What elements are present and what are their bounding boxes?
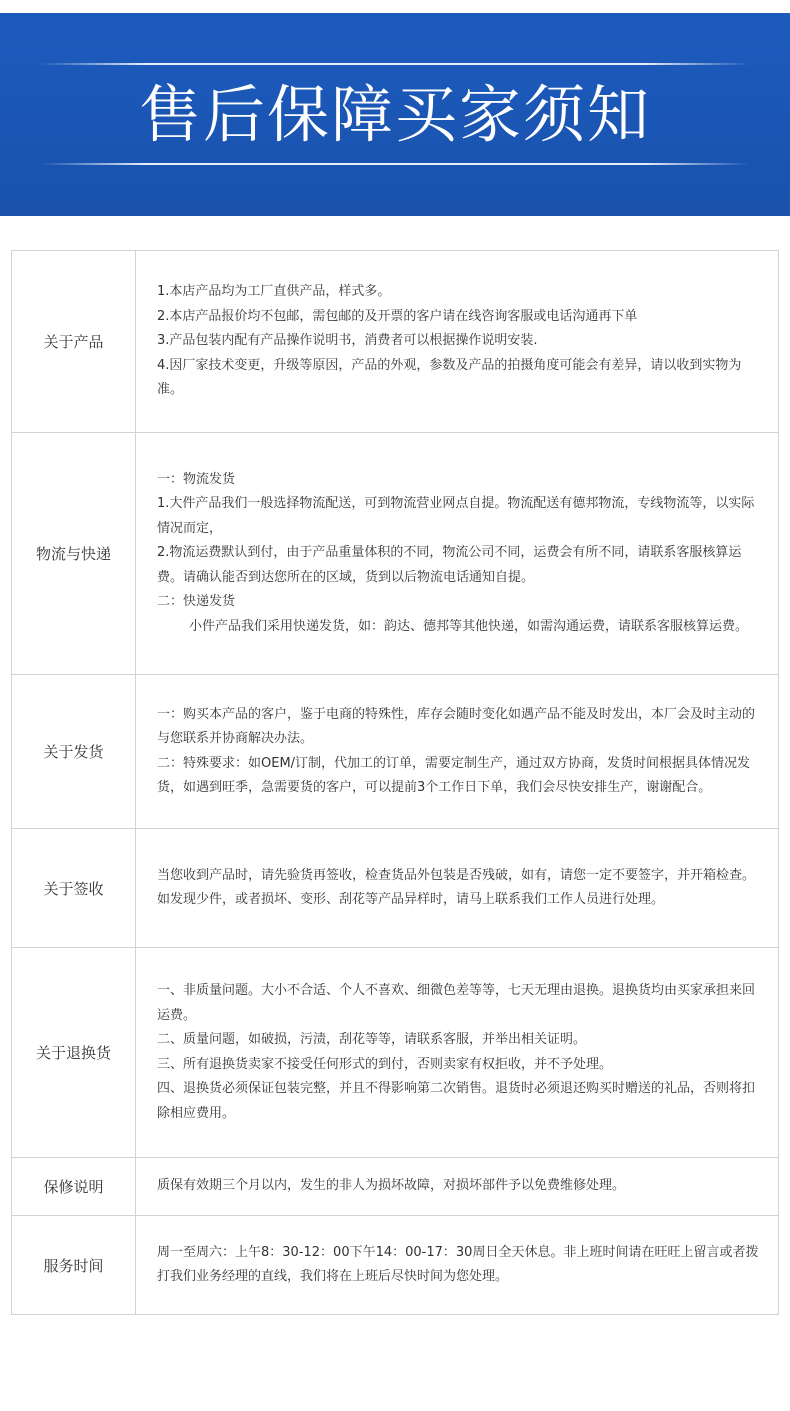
list-item: 1.大件产品我们一般选择物流配送，可到物流营业网点自提。物流配送有德邦物流，专线物流等，以实际情况而定， <box>157 496 755 536</box>
list-item: 二：快递发货 <box>157 594 236 610</box>
list-item: 如发现少件，或者损坏、变形、刮花等产品异样时，请马上联系我们工作人员进行处理。 <box>157 892 665 907</box>
list-item: 3.产品包装内配有产品操作说明书，消费者可以根据操作说明安装. <box>157 333 538 349</box>
row-label-logistics: 物流与快递 <box>12 433 136 675</box>
row-label-shipping: 关于发货 <box>12 675 136 829</box>
row-content-returns <box>136 948 779 1158</box>
list-item: 二：特殊要求：如OEM/订制，代加工的订单，需要定制生产，通过双方协商，发货时间根据具体情况发货，如遇到旺季，急需要货的客户，可以提前3个工作日下单，我们会尽快安排生产，谢谢配合。 <box>157 755 751 795</box>
list-item: 三、所有退换货卖家不接受任何形式的到付，否则卖家有权拒收，并不予处理。 <box>157 1056 613 1072</box>
table-row <box>12 1158 779 1216</box>
banner-bottom-rule <box>40 163 750 165</box>
row-label-returns: 关于退换货 <box>12 948 136 1158</box>
list-item: 当您收到产品时，请先验货再签收，检查货品外包装是否残破，如有，请您一定不要签字，并开箱检查。 <box>157 867 756 883</box>
list-item: 周一至周六：上午8：30-12：00下午14：00-17：30周日全天休息。非上班时间请在旺旺上留言或者拨打我们业务经理的直线，我们将在上班后尽快时间为您处理。 <box>157 1244 759 1284</box>
table-row <box>12 675 779 829</box>
row-label-service-hours: 服务时间 <box>12 1216 136 1315</box>
list-item: 4.因厂家技术变更，升级等原因，产品的外观，参数及产品的拍摄角度可能会有差异，请以收到实物为准。 <box>157 357 742 398</box>
page-title: 售后保障买家须知 <box>138 78 651 151</box>
row-label-signing: 关于签收 <box>12 829 136 948</box>
row-content-warranty <box>136 1158 779 1216</box>
row-content-logistics <box>136 433 779 675</box>
banner-top-rule <box>40 63 750 65</box>
row-content-service-hours <box>136 1216 779 1315</box>
header-banner <box>0 13 790 216</box>
list-item: 一：购买本产品的客户，鉴于电商的特殊性，库存会随时变化如遇产品不能及时发出，本厂会及时主动的与您联系并协商解决办法。 <box>157 706 756 746</box>
list-item: 二、质量问题，如破损，污渍，刮花等等，请联系客服，并举出相关证明。 <box>157 1032 587 1047</box>
list-item: 四、退换货必须保证包装完整，并且不得影响第二次销售。退货时必须退还购买时赠送的礼品，否则将扣除相应费用。 <box>157 1081 756 1121</box>
table-row <box>12 433 779 675</box>
row-label-warranty: 保修说明 <box>12 1158 136 1216</box>
list-item: 小件产品我们采用快递发货，如：韵达、德邦等其他快递，如需沟通运费，请联系客服核算运费。 <box>189 618 749 634</box>
row-content-product <box>136 251 779 433</box>
table-row <box>12 829 779 948</box>
row-label-product: 关于产品 <box>12 251 136 433</box>
row-content-shipping <box>136 675 779 829</box>
row-content-signing <box>136 829 779 948</box>
table-row <box>12 251 779 433</box>
list-item: 一、非质量问题。大小不合适、个人不喜欢、细微色差等等，七天无理由退换。退换货均由买家承担来回运费。 <box>157 983 756 1023</box>
table-row <box>12 948 779 1158</box>
list-item: 2.本店产品报价均不包邮，需包邮的及开票的客户请在线咨询客服或电话沟通再下单 <box>157 308 638 324</box>
table-row <box>12 1216 779 1315</box>
list-item: 1.本店产品均为工厂直供产品，样式多。 <box>157 284 391 300</box>
list-item: 一：物流发货 <box>157 471 236 487</box>
list-item: 质保有效期三个月以内，发生的非人为损坏故障，对损坏部件予以免费维修处理。 <box>157 1178 626 1194</box>
notice-table <box>11 250 779 1315</box>
list-item: 2.物流运费默认到付，由于产品重量体积的不同，物流公司不同，运费会有所不同，请联系客服核算运费。请确认能否到达您所在的区域，货到以后物流电话通知自提。 <box>157 545 742 585</box>
